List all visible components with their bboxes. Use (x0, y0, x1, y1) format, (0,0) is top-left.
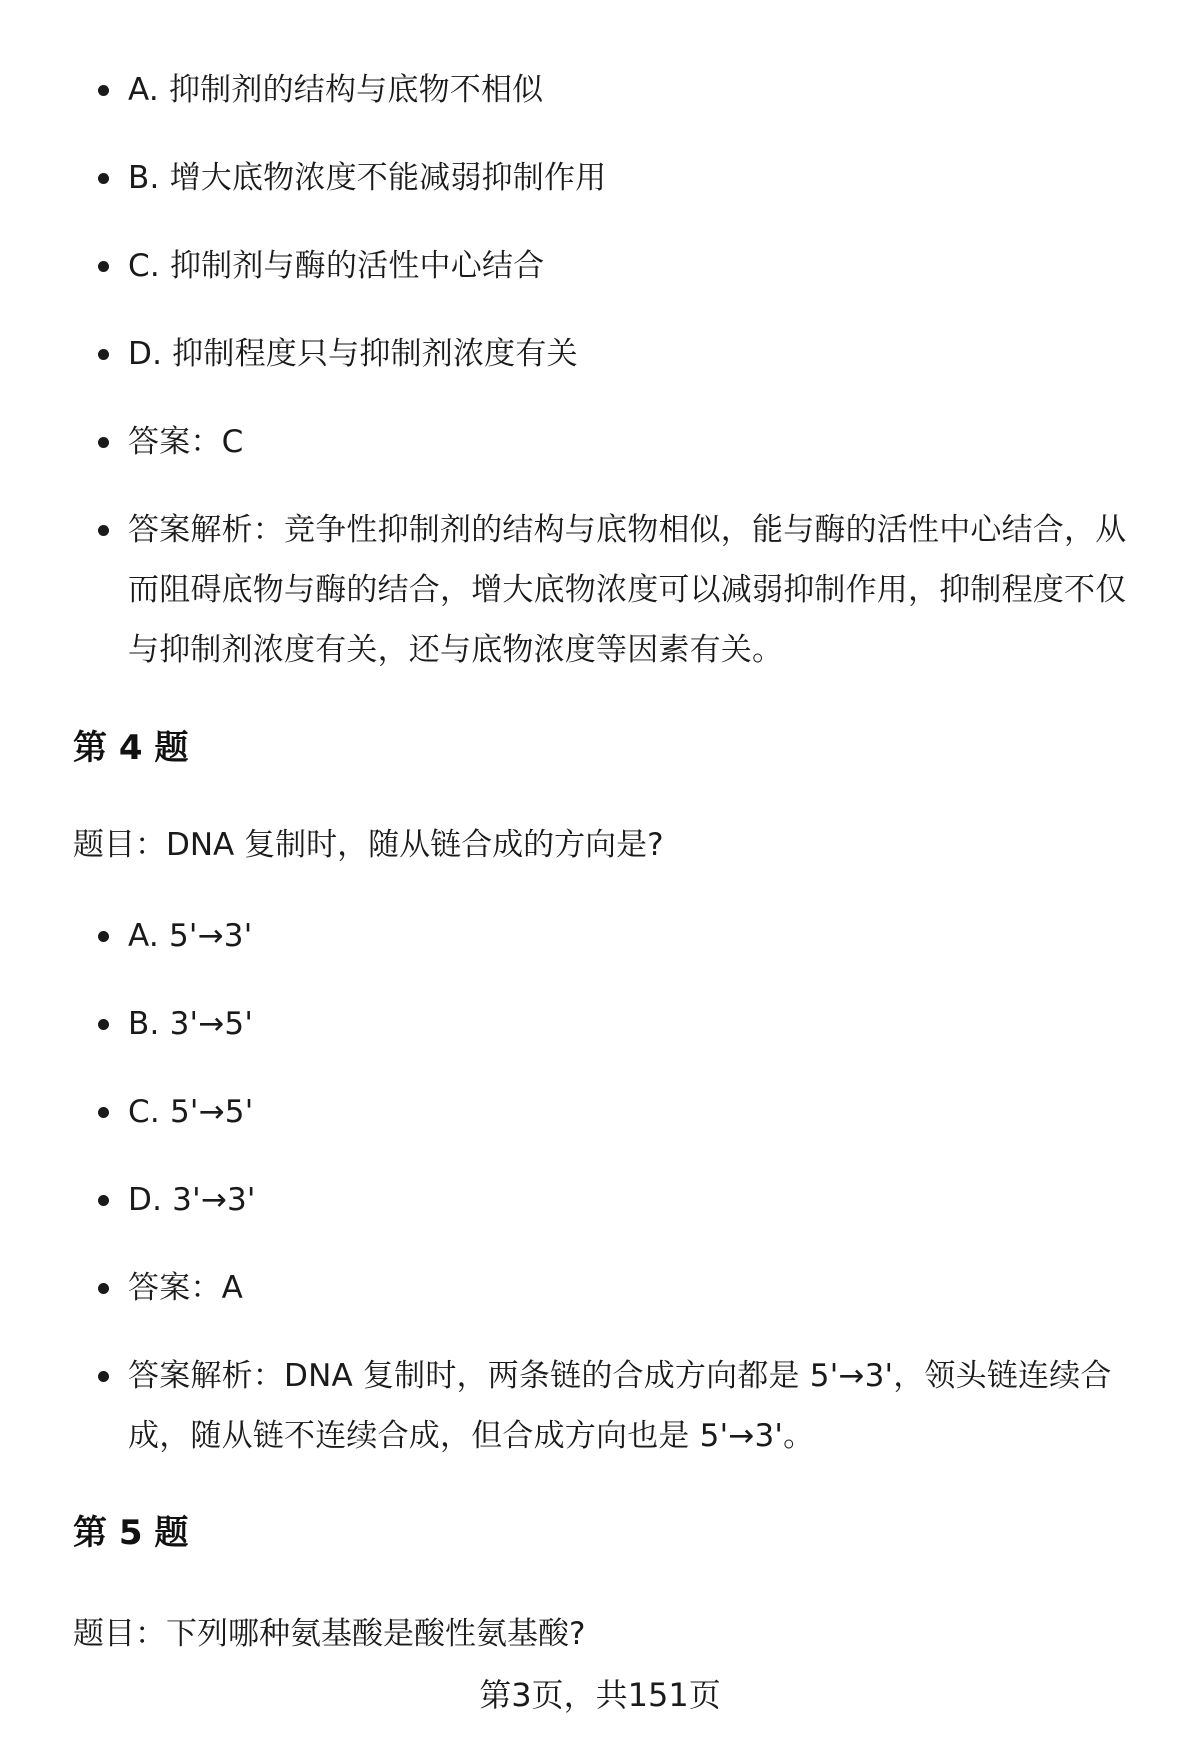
q4-option-b: B. 3'→5' (128, 994, 1148, 1054)
q3-explanation: 答案解析：竞争性抑制剂的结构与底物相似，能与酶的活性中心结合，从而阻碍底物与酶的结合，增大底物浓度可以减弱抑制作用，抑制程度不仅与抑制剂浓度有关，还与底物浓度等因素有关。 (128, 500, 1148, 680)
q4-question: 题目：DNA 复制时，随从链合成的方向是? (73, 827, 664, 863)
q4-option-a: A. 5'→3' (128, 906, 1148, 966)
q3-option-c: C. 抑制剂与酶的活性中心结合 (128, 236, 1148, 296)
q3-option-a: A. 抑制剂的结构与底物不相似 (128, 60, 1148, 120)
q4-option-c: C. 5'→5' (128, 1082, 1148, 1142)
q4-heading: 第 4 题 (73, 728, 189, 768)
page-footer: 第3页，共151页 (479, 1676, 721, 1714)
q3-answer: 答案：C (128, 412, 1148, 472)
q5-heading: 第 5 题 (73, 1513, 189, 1553)
q4-explanation: 答案解析：DNA 复制时，两条链的合成方向都是 5'→3'，领头链连续合成，随从链不连续合成，但合成方向也是 5'→3'。 (128, 1346, 1148, 1466)
q3-option-b: B. 增大底物浓度不能减弱抑制作用 (128, 148, 1148, 208)
q4-answer: 答案：A (128, 1258, 1148, 1318)
q5-question: 题目：下列哪种氨基酸是酸性氨基酸? (73, 1616, 586, 1652)
q3-option-d: D. 抑制程度只与抑制剂浓度有关 (128, 324, 1148, 384)
q4-option-d: D. 3'→3' (128, 1170, 1148, 1230)
